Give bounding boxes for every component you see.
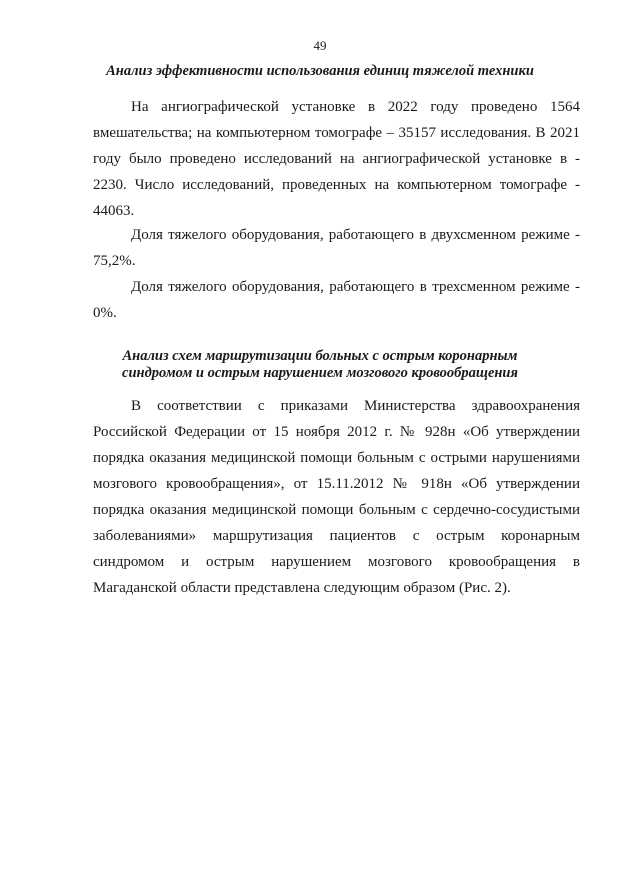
page-number: 49 [313,38,327,53]
paragraph-two-shift-share: Доля тяжелого оборудования, работающего в двухсменном режиме - 75,2%. [93,227,580,269]
section-heading-routing-analysis [0,348,640,382]
paragraph-routing-orders: В соответствии с приказами Министерства здравоохранения Российской Федерации от 15 ноября 2012 г. № 928н «Об утверждении порядка оказания медицинской помощи больным с острыми нарушениями мозгового кровообращения», от 15.11.2012 № 918н «Об утверждении порядка оказания медицинской помощи больным с сердечно-сосудистыми заболеваниями» маршрутизация пациентов с острым коронарным синдромом и острым нарушением мозгового кровообращения в Магаданской области представлена следующим образом (Рис. 2). [93,398,580,596]
section-heading-equipment-efficiency: Анализ эффективности использования единиц тяжелой техники [106,63,534,79]
section-heading-line-1: Анализ схем маршрутизации больных с острым коронарным [122,348,518,364]
paragraph-procedures-count: На ангиографической установке в 2022 году проведено 1564 вмешательства; на компьютерном томографе – 35157 исследования. В 2021 году было проведено исследований на ангиографической установке в - 2230. Число исследований, проведенных на компьютерном томографе - 44063. [93,99,580,219]
paragraph-three-shift-share: Доля тяжелого оборудования, работающего в трехсменном режиме - 0%. [93,279,580,321]
section-heading-line-2: синдромом и острым нарушением мозгового кровообращения [122,365,518,381]
